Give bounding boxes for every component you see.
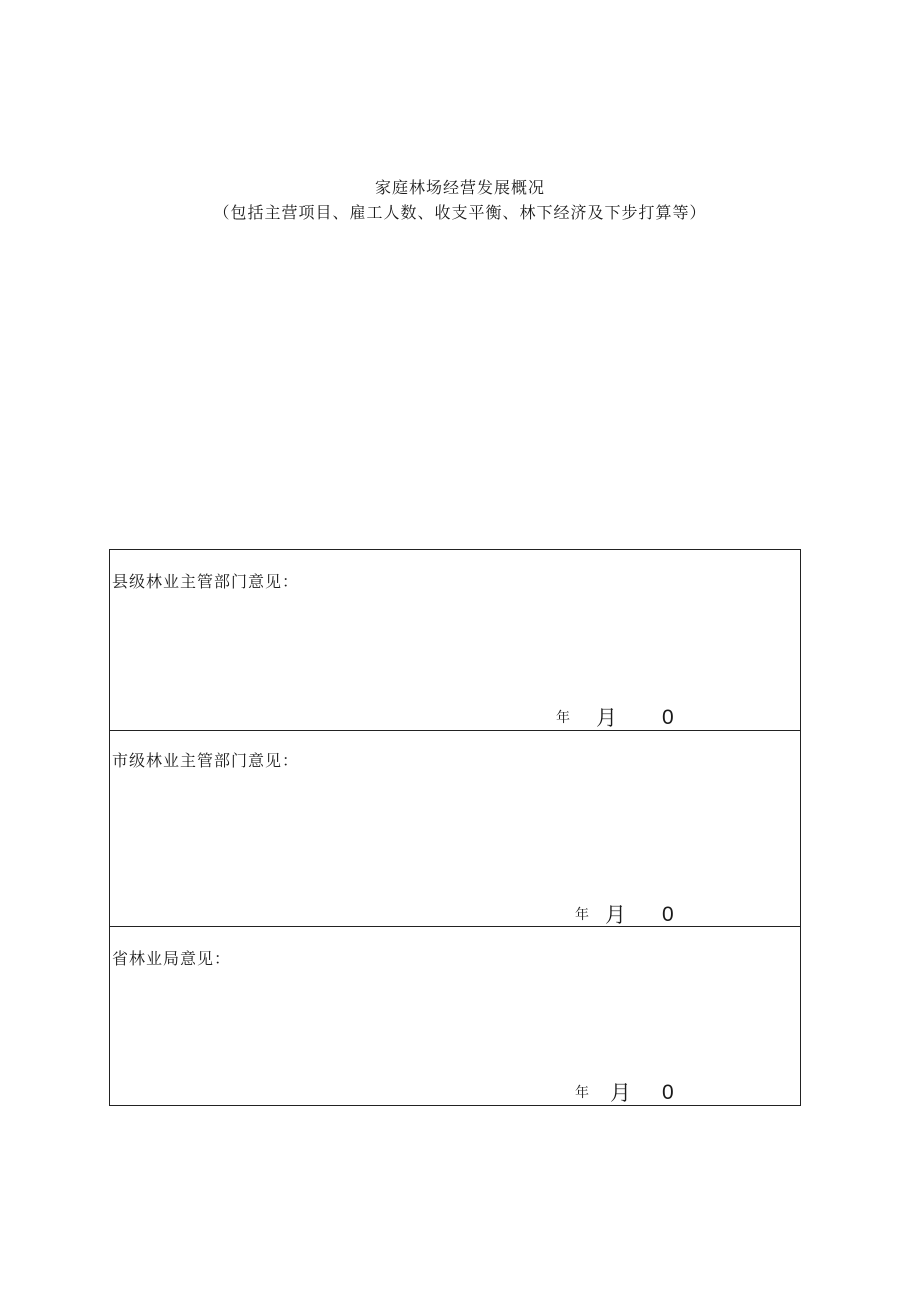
province-opinion-section <box>110 927 800 1105</box>
city-month-label: 月 <box>605 903 626 927</box>
document-subtitle: （包括主营项目、雇工人数、收支平衡、林下经济及下步打算等） <box>213 203 707 222</box>
county-day-value: 0 <box>662 706 674 729</box>
city-year-label: 年 <box>575 907 589 923</box>
province-year-label: 年 <box>575 1085 589 1101</box>
county-opinion-section <box>110 550 800 731</box>
city-date-row <box>575 902 685 928</box>
county-opinion-label: 县级林业主管部门意见： <box>112 572 300 591</box>
county-date-row <box>556 705 686 731</box>
city-opinion-label: 市级林业主管部门意见： <box>112 751 300 770</box>
province-day-value: 0 <box>662 1081 674 1104</box>
opinion-table <box>109 549 801 1106</box>
city-opinion-section <box>110 731 800 927</box>
province-month-label: 月 <box>610 1081 631 1105</box>
document-title: 家庭林场经营发展概况 <box>374 178 545 197</box>
county-year-label: 年 <box>556 710 570 726</box>
province-opinion-label: 省林业局意见： <box>112 949 232 968</box>
province-date-row <box>575 1080 685 1106</box>
city-day-value: 0 <box>662 903 674 926</box>
county-month-label: 月 <box>596 706 617 730</box>
